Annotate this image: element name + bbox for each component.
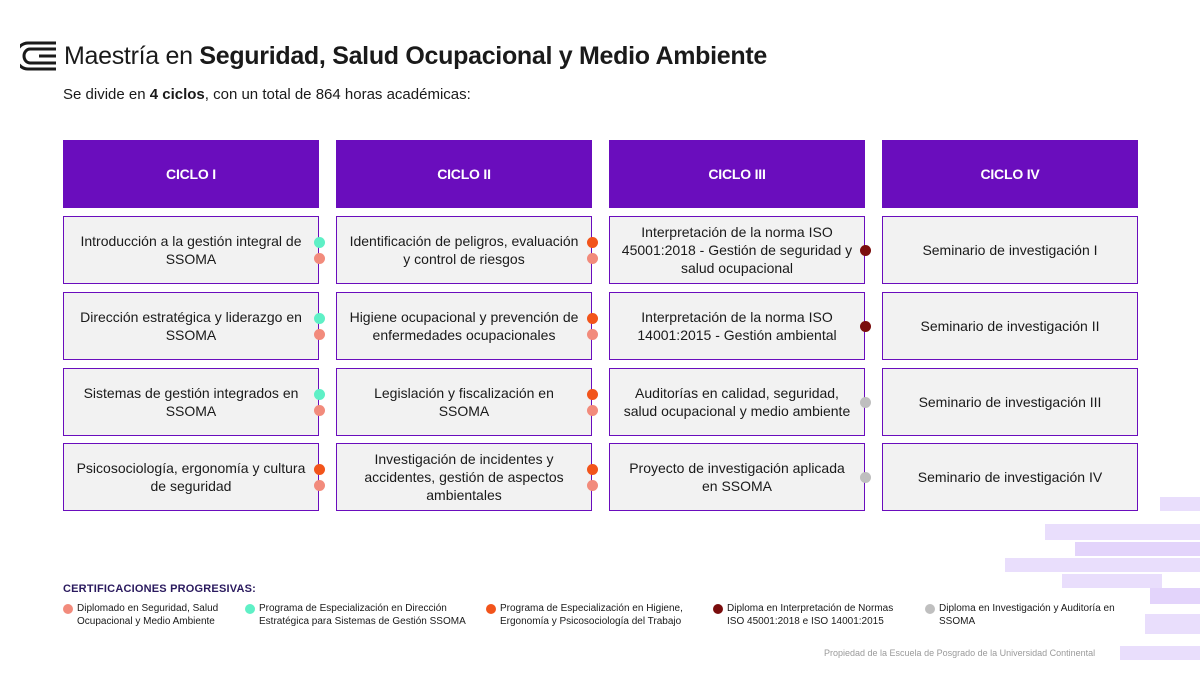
- certification-dot: [314, 253, 325, 264]
- legend-label: [500, 602, 683, 628]
- subtitle-bold: 4 ciclos: [149, 86, 205, 103]
- subtitle-suffix: , con un total de 864 horas académicas:: [204, 86, 471, 103]
- course-name: Interpretación de la norma ISO 45001:2018 - Gestión de seguridad y salud ocupacional: [621, 224, 853, 276]
- certification-dot: [587, 405, 598, 416]
- decor-stripe: [1045, 524, 1200, 540]
- decor-stripe: [1062, 574, 1162, 588]
- legend-label-line: Programa de Especialización en Higiene,: [500, 603, 683, 614]
- legend-label-line: Diplomado en Seguridad, Salud: [77, 603, 219, 614]
- legend-item: [925, 602, 1115, 628]
- course-name: Higiene ocupacional y prevención de enfermedades ocupacionales: [349, 309, 579, 343]
- certification-dot: [587, 329, 598, 340]
- legend-label-line: Diploma en Investigación y Auditoría en: [939, 603, 1115, 614]
- legend-label: [727, 602, 893, 628]
- legend-label-line: ISO 45001:2018 e ISO 14001:2015: [727, 616, 884, 627]
- course-cell: [882, 368, 1138, 436]
- cycle-header: CICLO IV: [882, 140, 1138, 208]
- decor-stripe: [1145, 614, 1200, 634]
- certification-dot: [314, 329, 325, 340]
- legend-item: [486, 602, 683, 628]
- certification-dot: [587, 480, 598, 491]
- legend-label-line: Diploma en Interpretación de Normas: [727, 603, 894, 614]
- course-name: Investigación de incidentes y accidentes, gestión de aspectos ambientales: [364, 451, 564, 503]
- course-name: Sistemas de gestión integrados en SSOMA: [83, 385, 299, 419]
- course-name: Seminario de investigación I: [922, 242, 1098, 258]
- certification-dot: [314, 237, 325, 248]
- certification-dot: [587, 464, 598, 475]
- decor-stripe: [1120, 646, 1200, 660]
- page-header: [20, 38, 767, 74]
- certification-dot: [860, 397, 871, 408]
- course-name: Seminario de investigación IV: [917, 469, 1103, 485]
- certification-dot: [314, 313, 325, 324]
- course-cell: [336, 292, 592, 360]
- course-cell: [609, 292, 865, 360]
- course-cell: [336, 216, 592, 284]
- course-name: Psicosociología, ergonomía y cultura de seguridad: [76, 460, 306, 494]
- course-name: Seminario de investigación II: [920, 318, 1100, 334]
- title-bold: Seguridad, Salud Ocupacional y Medio Ambiente: [199, 41, 767, 70]
- cycle-header: CICLO II: [336, 140, 592, 208]
- course-name: Identificación de peligros, evaluación y control de riesgos: [349, 233, 579, 267]
- legend-label-line: Estratégica para Sistemas de Gestión SSOMA: [259, 616, 466, 627]
- cycle-column: [609, 140, 865, 494]
- legend-dot-icon: [925, 604, 935, 614]
- continental-logo-icon: [20, 41, 58, 71]
- subtitle-prefix: Se divide en: [63, 86, 150, 103]
- certification-dot: [587, 389, 598, 400]
- decor-stripe: [1160, 497, 1200, 511]
- legend-label: [939, 602, 1115, 628]
- cycle-column: [63, 140, 319, 494]
- legend-label-line: Ergonomía y Psicosociología del Trabajo: [500, 616, 682, 627]
- course-cell: [882, 443, 1138, 511]
- course-cell: [63, 292, 319, 360]
- legend-item: [713, 602, 893, 628]
- legend-item: [245, 602, 466, 628]
- decor-stripe: [1075, 542, 1200, 556]
- certification-dot: [860, 321, 871, 332]
- cycle-header: CICLO III: [609, 140, 865, 208]
- course-cell: [63, 443, 319, 511]
- legend-label-line: Programa de Especialización en Dirección: [259, 603, 447, 614]
- course-name: Introducción a la gestión integral de SSOMA: [80, 233, 302, 267]
- course-name: Dirección estratégica y liderazgo en SSOMA: [80, 309, 302, 343]
- cycle-column: [336, 140, 592, 503]
- certification-dot: [314, 389, 325, 400]
- certification-dot: [587, 253, 598, 264]
- title-prefix: Maestría en: [64, 41, 200, 70]
- course-cell: [609, 368, 865, 436]
- legend-dot-icon: [713, 604, 723, 614]
- legend-label: [77, 602, 218, 628]
- course-name: Interpretación de la norma ISO 14001:2015 - Gestión ambiental: [637, 309, 837, 343]
- legend-label: [259, 602, 466, 628]
- legend-dot-icon: [63, 604, 73, 614]
- course-name: Proyecto de investigación aplicada en SSOMA: [629, 460, 845, 494]
- decor-stripe: [1005, 558, 1200, 572]
- legend-dot-icon: [486, 604, 496, 614]
- legend-item: [63, 602, 218, 628]
- course-cell: [336, 368, 592, 436]
- footer-text: Propiedad de la Escuela de Posgrado de la Universidad Continental: [824, 648, 1096, 658]
- certification-dot: [314, 480, 325, 491]
- course-name: Auditorías en calidad, seguridad, salud ocupacional y medio ambiente: [623, 385, 851, 419]
- course-cell: [882, 292, 1138, 360]
- course-cell: [609, 216, 865, 284]
- page-title: [64, 42, 767, 71]
- certification-dot: [314, 405, 325, 416]
- certification-dot: [587, 313, 598, 324]
- certification-dot: [860, 472, 871, 483]
- course-cell: [609, 443, 865, 511]
- course-cell: [336, 443, 592, 511]
- course-cell: [63, 368, 319, 436]
- course-cell: [63, 216, 319, 284]
- certification-dot: [587, 237, 598, 248]
- page-subtitle: [63, 86, 471, 103]
- cycle-column: [882, 140, 1138, 485]
- certification-dot: [314, 464, 325, 475]
- course-name: Legislación y fiscalización en SSOMA: [374, 385, 554, 419]
- decor-stripe: [1150, 588, 1200, 604]
- course-name: Seminario de investigación III: [918, 394, 1102, 410]
- legend-label-line: SSOMA: [939, 616, 976, 627]
- legend-dot-icon: [245, 604, 255, 614]
- certification-dot: [860, 245, 871, 256]
- legend-label-line: Ocupacional y Medio Ambiente: [77, 616, 215, 627]
- course-cell: [882, 216, 1138, 284]
- cycle-header: CICLO I: [63, 140, 319, 208]
- certifications-title: CERTIFICACIONES PROGRESIVAS:: [63, 583, 257, 595]
